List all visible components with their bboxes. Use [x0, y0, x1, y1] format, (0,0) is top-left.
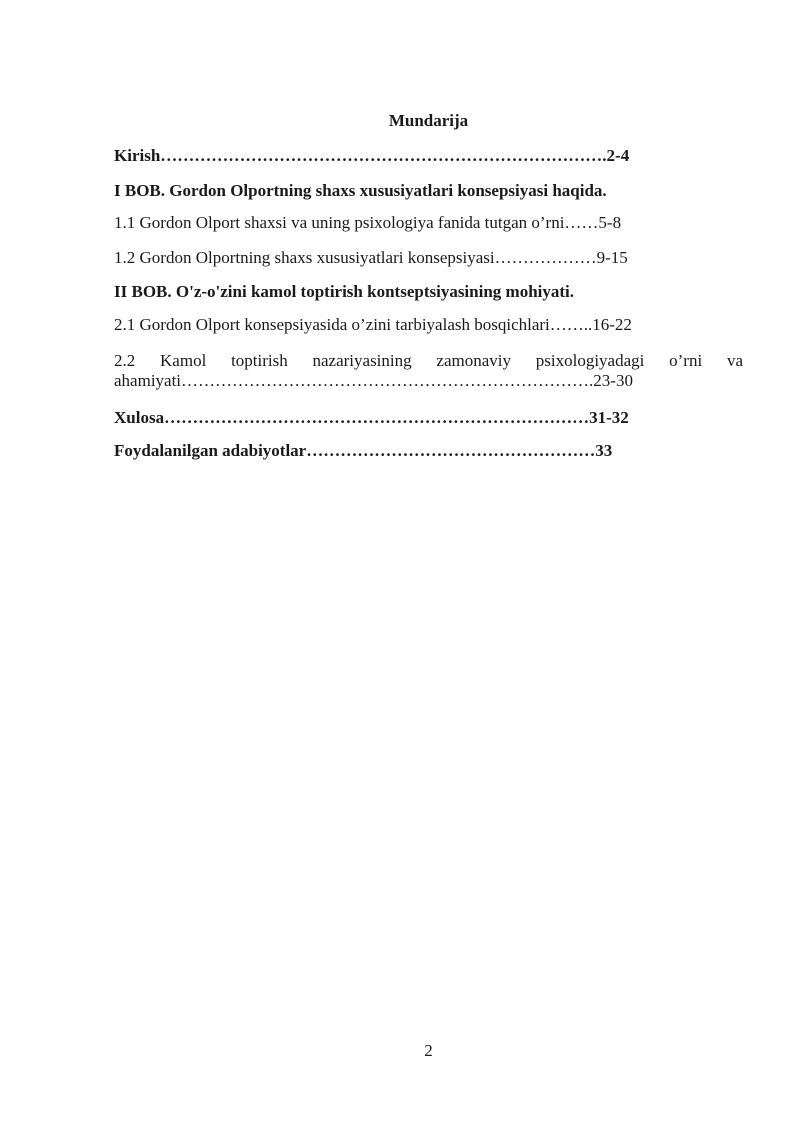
toc-entry-1-1: 1.1 Gordon Olport shaxsi va uning psixologiya fanida tutgan o’rni……5-8	[114, 213, 622, 232]
toc-entry-2-2: 2.2 Kamol toptirish nazariyasining zamonaviy psixologiyadagi o’rni va ahamiyati……………………………………………………………….23-30	[114, 351, 743, 390]
page-title: Mundarija	[388, 111, 469, 130]
toc-chapter-2-heading: II BOB. O'z-o'zini kamol toptirish kontseptsiyasining mohiyati.	[114, 282, 575, 301]
toc-entry-1-2: 1.2 Gordon Olportning shaxs xususiyatlari konsepsiyasi………………9-15	[114, 248, 628, 267]
toc-chapter-1-heading: I BOB. Gordon Olportning shaxs xususiyatlari konsepsiyasi haqida.	[114, 181, 607, 200]
toc-entry-2-1: 2.1 Gordon Olport konsepsiyasida o’zini tarbiyalash bosqichlari……..16-22	[114, 315, 632, 334]
toc-entry-introduction: Kirish…………………………………………………………………….2-4	[114, 146, 630, 165]
toc-entry-conclusion: Xulosa…………………………………………………………………31-32	[114, 408, 629, 427]
toc-entry-references: Foydalanilgan adabiyotlar……………………………………………33	[114, 441, 613, 460]
page-number: 2	[424, 1041, 433, 1060]
